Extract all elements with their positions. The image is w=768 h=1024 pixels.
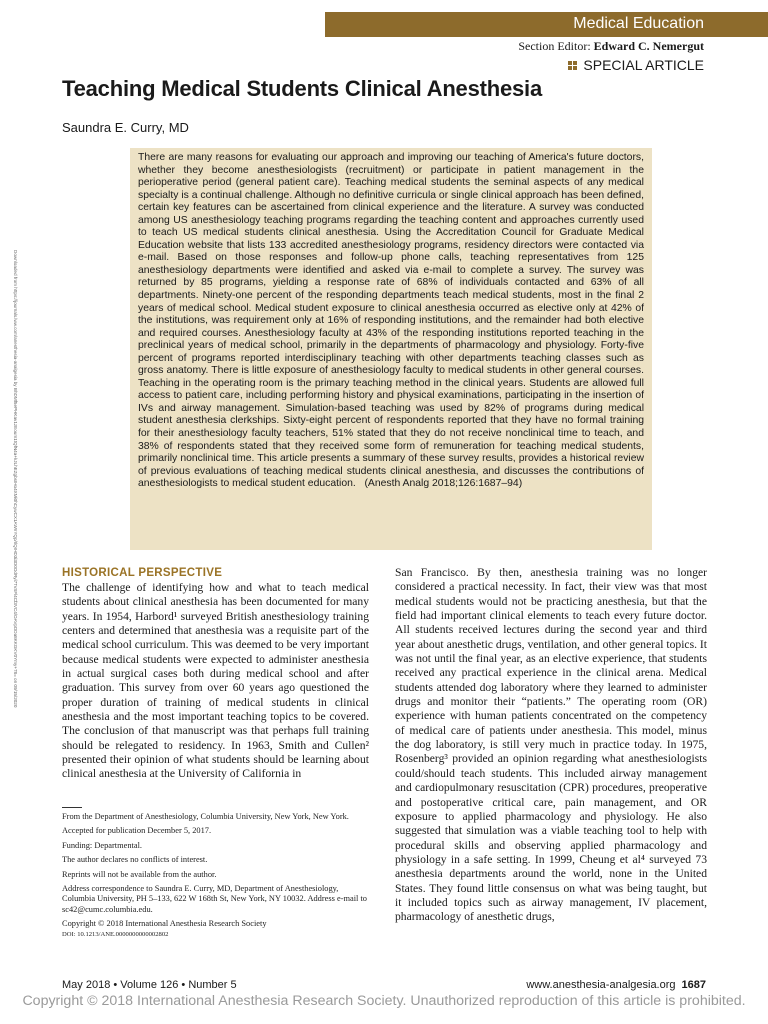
article-type-label: SPECIAL ARTICLE <box>583 57 704 73</box>
footnote-conflicts: The author declares no conflicts of interest. <box>62 855 208 865</box>
left-column-text: The challenge of identifying how and what to teach medical students about clinical anesthesia has been documented for many years. In 1954, Harbord¹ surveyed British anesthesiology training centers and determined that anesthesia was a requisite part of the medical school curriculum. This was deemed to be very important because medical students were expected to administer anesthesia in actual surgical cases both during medical school and after graduation. This survey from over 60 years ago questioned the proper duration of training of medical students in clinical anesthesia and the most important teaching topics to be covered. The conclusion of that manuscript was that perhaps full training should be relegated to residency. In 1963, Smith and Cullen² presented their opinion of what students should be learning about clinical anesthesia at the University of California in <box>62 581 369 781</box>
download-notice <box>10 250 26 730</box>
section-heading: HISTORICAL PERSPECTIVE <box>62 567 223 579</box>
footnote-reprints: Reprints will not be available from the author. <box>62 869 217 879</box>
footer-right <box>526 979 706 991</box>
journal-website: www.anesthesia-analgesia.org <box>526 979 676 991</box>
abstract-box <box>130 148 652 550</box>
section-editor-label: Section Editor: <box>518 39 591 53</box>
right-column-text: San Francisco. By then, anesthesia training was no longer considered a practical necessity. In fact, their view was that most medical students would not be practicing anesthesia, but that the field had important clinical elements to teach every future doctor. All students received lectures during the second year and third year about anesthetic drugs, ventilation, and other general topics. It was not until the final year, as an elective experience, that students received any practical experience in the clinical arena. Medical students attended dog laboratory where they learned to administer drugs and monitor their “patients.” The operating room (OR) experience with human patients concentrated on the competency of medical care of patients under anesthesia. This model, minus the dog laboratory, is still very much in practice today. In 1975, Rosenberg³ provided an opinion regarding what anesthesiologists could/should teach students. This included airway management and cardiopulmonary resuscitation (CPR) procedures, preoperative and postoperative critical care, pain management, and OR exposure to applied pharmacology and physiology. He also suggested that simulation was a viable teaching tool to help with procedural skills and observing applied pharmacology and physiology in a safe setting. In 1999, Cheung et al⁴ surveyed 73 anesthesia departments around the world, none in the United States. They found little consensus on what was being taught, but it included topics such as airway management, IV placement, pharmacology of anesthetic drugs, <box>395 566 707 924</box>
section-banner-label: Medical Education <box>573 15 704 32</box>
issue-info: May 2018 • Volume 126 • Number 5 <box>62 979 237 991</box>
article-author: Saundra E. Curry, MD <box>62 120 189 135</box>
right-column <box>395 566 707 925</box>
section-editor <box>518 39 704 54</box>
left-column <box>62 566 369 782</box>
article-type <box>568 57 704 73</box>
footnote-funding: Funding: Departmental. <box>62 840 143 850</box>
page-number: 1687 <box>681 979 706 991</box>
footnote-accepted: Accepted for publication December 5, 2017. <box>62 826 212 836</box>
abstract-body: There are many reasons for evaluating our approach and improving our teaching of America's future doctors, whether they become anesthesiologists (recruitment) or participate in patient management in the perioperative period (general patient care). Teaching medical students the seminal aspects of any medical specialty is a continual challenge. Although no definitive curricula or single clinical approach has been defined, certain key features can be ascertained from clinical experience and the literature. A survey was conducted among US anesthesiology teaching programs regarding the teaching content and approaches currently used to teach US medical students clinical anesthesia. Using the Accreditation Council for Graduate Medical Education website that lists 133 accredited anesthesiology programs, residency directors were contacted via e-mail. Based on those responses and follow-up phone calls, teaching representatives from 125 anesthesiology departments were identified and asked via e-mail to complete a survey. The survey was returned by 85 programs, yielding a response rate of 68% of individuals contacted and 63% of all departments. Ninety-one percent of the responding departments teach medical students, most in the final 2 years of medical school. Medical student exposure to clinical anesthesia occurred as elective only at 42% of the institutions, was requirement only at 16% of responding institutions, and the remainder had both elective and required courses. Anesthesiology faculty at 43% of the responding institutions reported teaching in the preclinical years of medical school, primarily in the departments of pharmacology and physiology. Forty-five percent of programs reported interdisciplinary teaching with other departments teaching classes such as gross anatomy. There is little exposure of anesthesiology faculty to medical students in other general courses. Teaching in the operating room is the primary teaching method in the clinical years. Students are allowed full access to patient care, including performing history and physical examinations, participating in the insertion of IVs and airway management. Simulation-based teaching was used by 82% of programs during medical student anesthesia clerkships. Sixty-eight percent of respondents reported that they have no formal training for their anesthesiology faculty teachers, 51% stated that they do not receive nonclinical time to teach, and 38% of respondents stated that they received some form of remuneration for teaching medical students, primarily nonclinical time. This article presents a summary of these survey results, provides a historical review of previous evaluations of teaching medical students clinical anesthesia, and discusses the contributions of anesthesiologists to medical student education. <box>138 152 644 490</box>
four-squares-icon <box>568 61 577 70</box>
footnote-divider <box>62 807 82 808</box>
footnote-affiliation: From the Department of Anesthesiology, Columbia University, New York, New York. <box>62 812 349 821</box>
footnote-correspondence: Address correspondence to Saundra E. Curry, MD, Department of Anesthesiology, Columbia University, PH 5–133, 622 W 168th St, New York, NY 10032. Address e-mail to sc42@cumc.columbia.edu. <box>62 884 367 914</box>
copyright-notice: Copyright © 2018 International Anesthesia Research Society. Unauthorized reproduction of this article is prohibited. <box>22 993 746 1009</box>
article-title: Teaching Medical Students Clinical Anesthesia <box>62 76 543 101</box>
download-notice-text: Downloaded from https://journals.lww.com/anesthesia-analgesia by BhDMf5ePHKav1zEoum1tQfN4a+kJLhEZgbsIHo4XMi0hCywCX1AWnYQp/IlQrHD3i3D0OdRyi7TvSFl4Cf3VC4/OAVpDDa8KKGKV0Ymy+78= on 09/15/2020 <box>13 250 18 708</box>
section-editor-name: Edward C. Nemergut <box>593 39 704 53</box>
abstract-text <box>138 152 644 491</box>
footnote-copyright: Copyright © 2018 International Anesthesia Research Society <box>62 919 267 929</box>
abstract-citation: (Anesth Analg 2018;126:1687–94) <box>364 478 523 490</box>
section-banner <box>325 12 768 37</box>
footnote-doi: DOI: 10.1213/ANE.0000000000002802 <box>62 930 169 938</box>
footnotes <box>62 812 371 943</box>
